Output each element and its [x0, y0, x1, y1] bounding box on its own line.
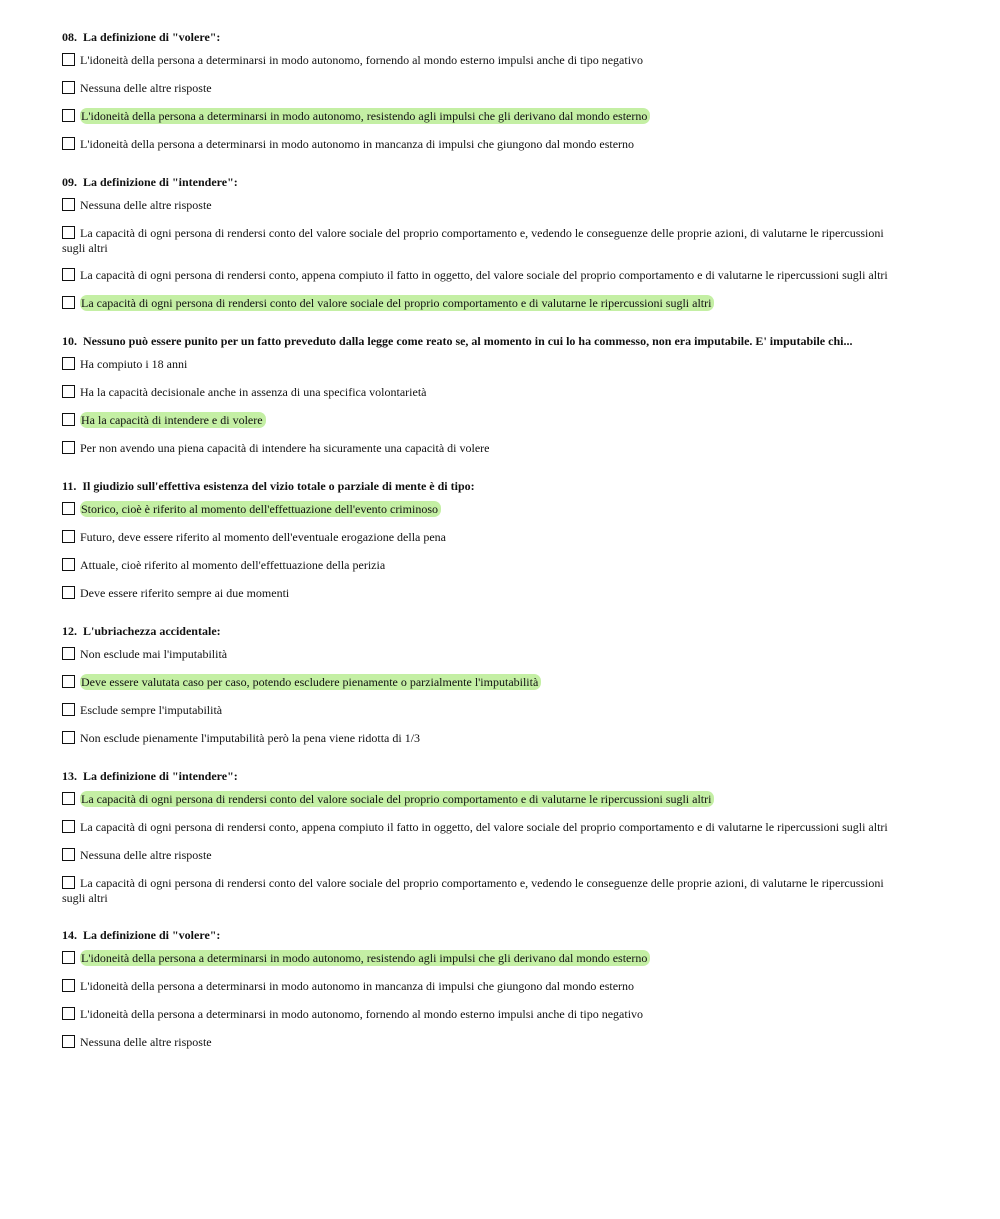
answer-text: La capacità di ogni persona di rendersi conto, appena compiuto il fatto in oggetto, del valore sociale del proprio comportamento e di valutarne le ripercussioni sugli altri — [80, 268, 888, 282]
question-text: La definizione di "intendere": — [83, 769, 238, 783]
checkbox[interactable] — [62, 792, 75, 805]
question-title — [62, 623, 932, 639]
answer-option[interactable] — [62, 81, 932, 97]
answer-option[interactable] — [62, 198, 932, 214]
question-number: 08. — [62, 30, 77, 44]
answer-option[interactable] — [62, 848, 932, 864]
checkbox[interactable] — [62, 441, 75, 454]
answer-option[interactable] — [62, 731, 932, 747]
answer-option[interactable] — [62, 876, 932, 906]
checkbox[interactable] — [62, 558, 75, 571]
answer-text: Ha compiuto i 18 anni — [80, 357, 188, 371]
answer-option-correct[interactable] — [62, 296, 932, 312]
checkbox[interactable] — [62, 502, 75, 515]
question-text: L'ubriachezza accidentale: — [83, 624, 221, 638]
answer-text: Non esclude pienamente l'imputabilità però la pena viene ridotta di 1/3 — [80, 731, 421, 745]
question-number: 10. — [62, 334, 77, 348]
checkbox[interactable] — [62, 647, 75, 660]
checkbox[interactable] — [62, 226, 75, 239]
answer-text: La capacità di ogni persona di rendersi conto, appena compiuto il fatto in oggetto, del valore sociale del proprio comportamento e di valutarne le ripercussioni sugli altri — [80, 820, 888, 834]
question-title — [62, 29, 932, 45]
answer-text: Nessuna delle altre risposte — [80, 848, 212, 862]
checkbox[interactable] — [62, 848, 75, 861]
checkbox[interactable] — [62, 268, 75, 281]
answer-text: Nessuna delle altre risposte — [80, 81, 212, 95]
answer-option[interactable] — [62, 357, 932, 373]
answer-option-correct[interactable] — [62, 951, 932, 967]
answer-option[interactable] — [62, 530, 932, 546]
checkbox[interactable] — [62, 703, 75, 716]
answer-text: L'idoneità della persona a determinarsi in modo autonomo, fornendo al mondo esterno impulsi anche di tipo negativo — [80, 1007, 644, 1021]
answer-option[interactable] — [62, 558, 932, 574]
answer-text: Non esclude mai l'imputabilità — [80, 647, 228, 661]
question-number: 12. — [62, 624, 77, 638]
answer-text: Per non avendo una piena capacità di intendere ha sicuramente una capacità di volere — [80, 441, 490, 455]
answer-option[interactable] — [62, 586, 932, 602]
answer-option[interactable] — [62, 53, 932, 69]
checkbox[interactable] — [62, 1007, 75, 1020]
answer-text: Storico, cioè è riferito al momento dell'effettuazione dell'evento criminoso — [80, 501, 441, 517]
checkbox[interactable] — [62, 357, 75, 370]
answer-text: Deve essere riferito sempre ai due momenti — [80, 586, 290, 600]
answer-text: Deve essere valutata caso per caso, potendo escludere pienamente o parzialmente l'imputabilità — [80, 674, 541, 690]
answer-text: Ha la capacità di intendere e di volere — [80, 412, 266, 428]
checkbox[interactable] — [62, 198, 75, 211]
question-number: 11. — [62, 479, 77, 493]
answer-option-correct[interactable] — [62, 502, 932, 518]
answer-option[interactable] — [62, 226, 932, 256]
answer-text-continuation: sugli altri — [62, 891, 108, 905]
answer-option-correct[interactable] — [62, 413, 932, 429]
answer-text: La capacità di ogni persona di rendersi conto del valore sociale del proprio comportamento e, vedendo le conseguenze delle proprie azioni, di valutarne le ripercussioni — [80, 226, 884, 240]
checkbox[interactable] — [62, 530, 75, 543]
answer-text: Nessuna delle altre risposte — [80, 1035, 212, 1049]
question-text: La definizione di "intendere": — [83, 175, 238, 189]
question-title — [62, 927, 932, 943]
answer-text: Attuale, cioè riferito al momento dell'effettuazione della perizia — [80, 558, 386, 572]
question-13 — [62, 768, 932, 906]
checkbox[interactable] — [62, 1035, 75, 1048]
checkbox[interactable] — [62, 413, 75, 426]
answer-option[interactable] — [62, 1035, 932, 1051]
question-number: 09. — [62, 175, 77, 189]
answer-option-correct[interactable] — [62, 109, 932, 125]
answer-option-correct[interactable] — [62, 675, 932, 691]
question-text: La definizione di "volere": — [83, 928, 221, 942]
answer-text: Esclude sempre l'imputabilità — [80, 703, 223, 717]
question-12 — [62, 623, 932, 747]
answer-option-correct[interactable] — [62, 792, 932, 808]
checkbox[interactable] — [62, 731, 75, 744]
checkbox[interactable] — [62, 675, 75, 688]
checkbox[interactable] — [62, 81, 75, 94]
checkbox[interactable] — [62, 951, 75, 964]
checkbox[interactable] — [62, 385, 75, 398]
checkbox[interactable] — [62, 109, 75, 122]
answer-option[interactable] — [62, 137, 932, 153]
answer-text: Ha la capacità decisionale anche in assenza di una specifica volontarietà — [80, 385, 427, 399]
question-number: 13. — [62, 769, 77, 783]
checkbox[interactable] — [62, 53, 75, 66]
answer-option[interactable] — [62, 441, 932, 457]
checkbox[interactable] — [62, 137, 75, 150]
checkbox[interactable] — [62, 586, 75, 599]
checkbox[interactable] — [62, 979, 75, 992]
question-text: Nessuno può essere punito per un fatto preveduto dalla legge come reato se, al momento in cui lo ha commesso, non era imputabile. E' imputabile chi... — [83, 334, 853, 348]
question-10 — [62, 333, 932, 457]
answer-option[interactable] — [62, 647, 932, 663]
answer-text: La capacità di ogni persona di rendersi conto del valore sociale del proprio comportamento e di valutarne le ripercussioni sugli altri — [80, 295, 714, 311]
question-11 — [62, 478, 932, 602]
question-title — [62, 333, 932, 349]
answer-option[interactable] — [62, 385, 932, 401]
answer-text: L'idoneità della persona a determinarsi in modo autonomo in mancanza di impulsi che giungono dal mondo esterno — [80, 979, 635, 993]
answer-text: Futuro, deve essere riferito al momento dell'eventuale erogazione della pena — [80, 530, 447, 544]
question-9 — [62, 174, 932, 312]
checkbox[interactable] — [62, 876, 75, 889]
answer-text: Nessuna delle altre risposte — [80, 198, 212, 212]
question-title — [62, 174, 932, 190]
answer-text-continuation: sugli altri — [62, 241, 108, 255]
answer-option[interactable] — [62, 1007, 932, 1023]
answer-text: La capacità di ogni persona di rendersi conto del valore sociale del proprio comportamento e, vedendo le conseguenze delle proprie azioni, di valutarne le ripercussioni — [80, 876, 884, 890]
answer-option[interactable] — [62, 820, 932, 836]
question-text: La definizione di "volere": — [83, 30, 221, 44]
question-title — [62, 478, 932, 494]
answer-text: L'idoneità della persona a determinarsi in modo autonomo, resistendo agli impulsi che gli derivano dal mondo esterno — [80, 108, 650, 124]
question-8 — [62, 29, 932, 153]
question-title — [62, 768, 932, 784]
checkbox[interactable] — [62, 820, 75, 833]
question-number: 14. — [62, 928, 77, 942]
answer-option[interactable] — [62, 979, 932, 995]
checkbox[interactable] — [62, 296, 75, 309]
answer-option[interactable] — [62, 703, 932, 719]
answer-text: L'idoneità della persona a determinarsi in modo autonomo, resistendo agli impulsi che gli derivano dal mondo esterno — [80, 950, 650, 966]
answer-option[interactable] — [62, 268, 932, 284]
question-text: Il giudizio sull'effettiva esistenza del vizio totale o parziale di mente è di tipo: — [82, 479, 475, 493]
quiz-document — [62, 29, 932, 1072]
answer-text: La capacità di ogni persona di rendersi conto del valore sociale del proprio comportamento e di valutarne le ripercussioni sugli altri — [80, 791, 714, 807]
question-14 — [62, 927, 932, 1051]
answer-text: L'idoneità della persona a determinarsi in modo autonomo, fornendo al mondo esterno impulsi anche di tipo negativo — [80, 53, 644, 67]
answer-text: L'idoneità della persona a determinarsi in modo autonomo in mancanza di impulsi che giungono dal mondo esterno — [80, 137, 635, 151]
